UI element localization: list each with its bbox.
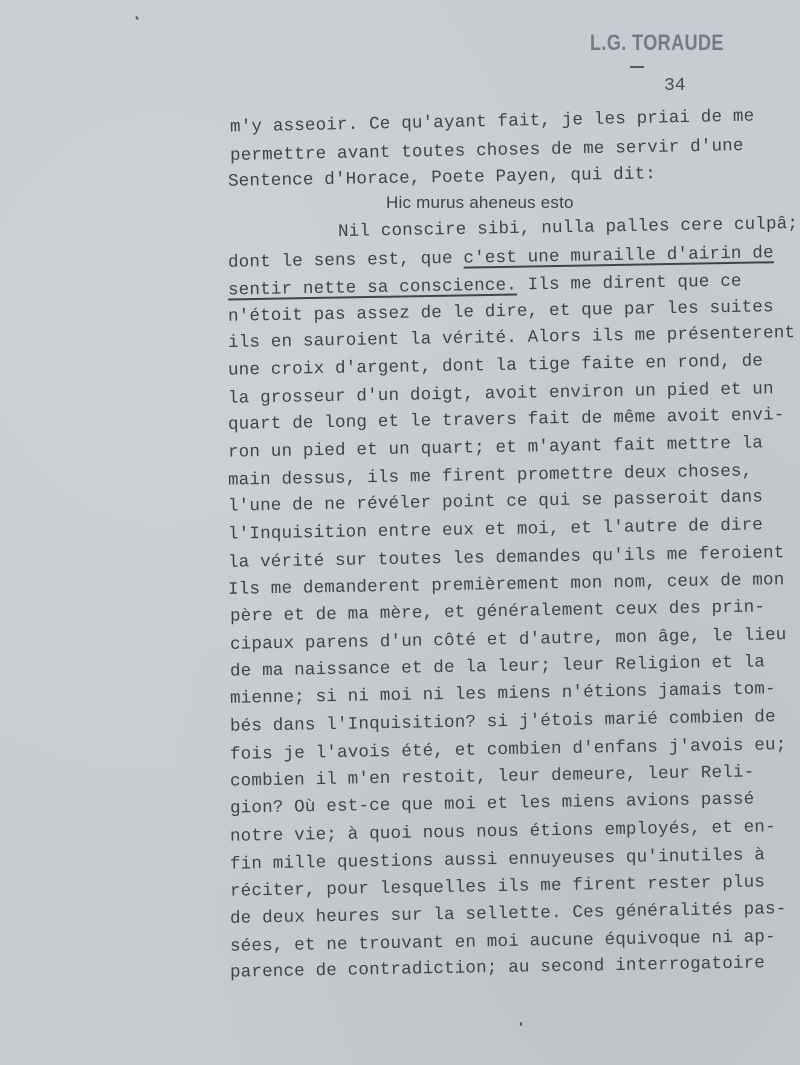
text-line: gion? Où est-ce que moi et les miens avions passé xyxy=(229,789,755,819)
text-line: bés dans l'Inquisition? si j'étois marié combien de xyxy=(229,707,776,737)
text-line: l'Inquisition entre eux et moi, et l'autre de dire xyxy=(227,515,764,545)
text-line: de deux heures sur la sellette. Ces généralités pas- xyxy=(229,899,787,929)
text-line: réciter, pour lesquelles ils me firent rester plus xyxy=(229,872,766,902)
text-line: Nil conscire sibi, nulla palles cere culpâ; xyxy=(337,213,799,243)
text-line: de ma naissance et de la leur; leur Religion et la xyxy=(229,652,766,682)
text-line: une croix d'argent, dont la tige faite en rond, de xyxy=(227,351,764,381)
text-line: fois je l'avois été, et combien d'enfans j'avois eu; xyxy=(229,735,787,765)
underlined-phrase: sentir nette sa conscience. xyxy=(227,275,518,301)
paper-speck xyxy=(520,1022,522,1026)
text-line: combien il m'en restoit, leur demeure, leur Reli- xyxy=(229,762,755,792)
page-number: 34 xyxy=(664,76,686,96)
text-line: Sentence d'Horace, Poete Payen, qui dit: xyxy=(227,164,657,192)
text-line: la vérité sur toutes les demandes qu'ils me feroient xyxy=(227,543,785,573)
text-line: ron un pied et un quart; et m'ayant fait mettre la xyxy=(227,433,764,463)
text-line: m'y asseoir. Ce qu'ayant fait, je les priai de me xyxy=(229,106,755,138)
text-line: père et de ma mère, et généralement ceux des prin- xyxy=(229,597,766,627)
text-line: l'une de ne révéler point ce qui se passeroit dans xyxy=(227,487,764,517)
text-line: n'étoit pas assez de le dire, et que par les suites xyxy=(227,297,774,327)
author-stamp: L.G. TORAUDE xyxy=(590,30,724,55)
text-line: permettre avant toutes choses de me servir d'une xyxy=(229,136,744,166)
text-segment: dont le sens est, que xyxy=(227,248,464,273)
text-line xyxy=(228,272,742,301)
text-line xyxy=(228,243,774,273)
underlined-phrase: c'est une muraille d'airin de xyxy=(463,243,774,269)
text-line: mienne; si ni moi ni les miens n'étions jamais tom- xyxy=(229,679,776,709)
text-line: notre vie; à quoi nous nous étions employés, et en- xyxy=(229,817,776,847)
text-line: la grosseur d'un doigt, avoit environ un pied et un xyxy=(227,379,774,409)
text-line: Hic murus aheneus esto xyxy=(386,193,574,212)
text-line: sées, et ne trouvant en moi aucune équivoque ni ap- xyxy=(229,927,776,957)
text-line: parence de contradiction; au second interrogatoire xyxy=(229,953,766,983)
text-line: quart de long et le travers fait de même avoit envi- xyxy=(227,405,785,435)
text-line: Ils me demanderent premièrement mon nom, ceux de mon xyxy=(227,570,785,600)
text-line: cipaux parens d'un côté et d'autre, mon âge, le lieu xyxy=(229,625,787,655)
text-line: main dessus, ils me firent promettre deux choses, xyxy=(227,461,753,491)
text-line: ils en sauroient la vérité. Alors ils me présenterent xyxy=(227,323,796,353)
text-line: fin mille questions aussi ennuyeuses qu'inutiles à xyxy=(229,845,766,875)
text-segment: Ils me dirent que ce xyxy=(516,271,742,296)
